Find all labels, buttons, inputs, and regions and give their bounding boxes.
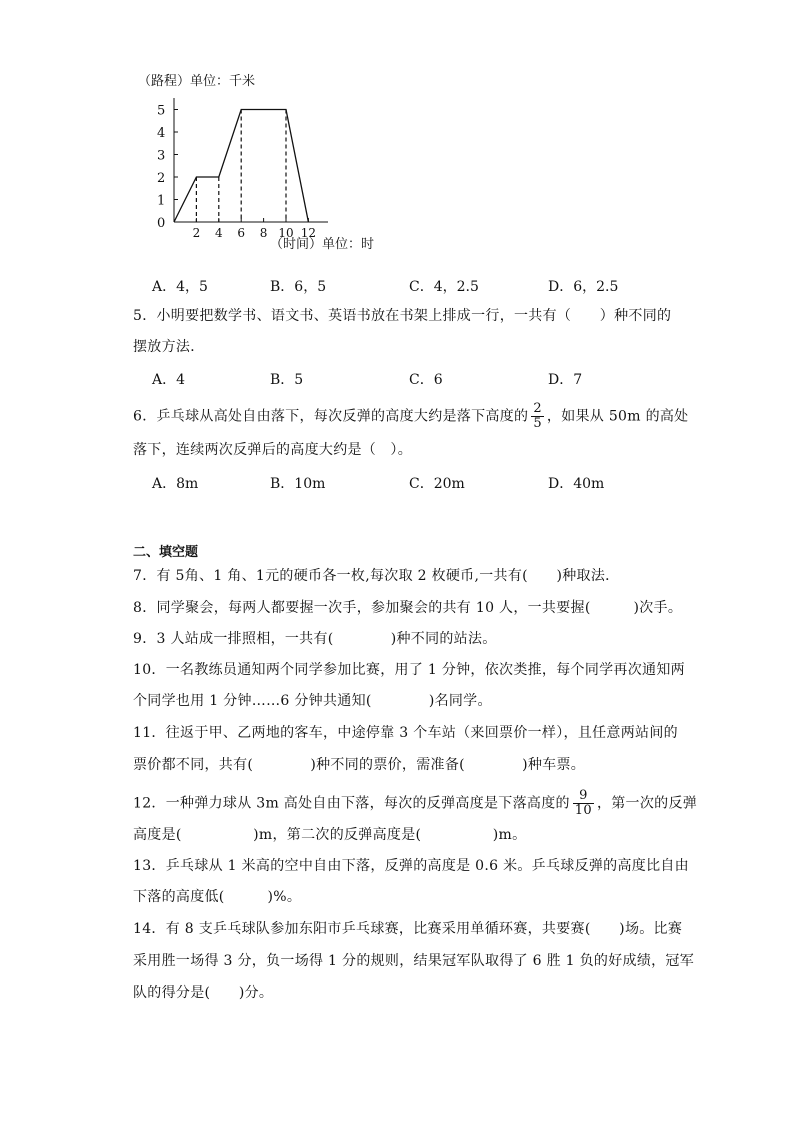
chart-xlabel: （时间）单位：时 (270, 237, 375, 252)
q12-line1-pre: 12．一种弹力球从 3m 高处自由下落，每次的反弹高度是下落高度的 (133, 795, 570, 812)
q5-option-b[interactable]: B．5 (270, 372, 304, 388)
y-tick-label: 2 (157, 171, 166, 186)
q12-frac-den: 10 (574, 803, 592, 818)
x-tick-label: 6 (237, 226, 246, 240)
q6-line1 (133, 402, 688, 431)
q6-fraction (531, 402, 544, 431)
chart-ylabel: （路程）单位：千米 (138, 74, 256, 89)
q5-option-a[interactable]: A．4 (152, 372, 186, 388)
distance-time-chart (0, 0, 794, 270)
q12-frac-num: 9 (573, 789, 594, 804)
q13-line2: 下落的高度低( )%。 (133, 889, 302, 905)
q4-option-b[interactable]: B．6，5 (270, 279, 327, 295)
q5-line2: 摆放方法． (133, 339, 205, 355)
q14-line2: 采用胜一场得 3 分，负一场得 1 分的规则，结果冠军队取得了 6 胜 1 负的好成绩，冠军 (133, 953, 695, 969)
q6-line1-post: ，如果从 50m 的高处 (546, 408, 689, 425)
y-tick-label: 5 (157, 103, 166, 119)
y-tick-label: 1 (157, 193, 166, 209)
x-tick-label: 12 (300, 226, 317, 240)
q6-option-b[interactable]: B．10m (270, 476, 326, 492)
q12-line2: 高度是( )m，第二次的反弹高度是( )m。 (133, 827, 527, 843)
section-fill-in-title: 二、填空题 (133, 545, 199, 560)
q6-line2: 落下，连续两次反弹后的高度大约是（ ）。 (133, 442, 412, 458)
y-tick-label: 0 (157, 216, 166, 231)
q14-line1: 14．有 8 支乒乓球队参加东阳市乒乓球赛，比赛采用单循环赛，共要赛( )场。比赛 (133, 921, 683, 937)
q8-text: 8．同学聚会，每两人都要握一次手，参加聚会的共有 10 人，一共要握( )次手。 (133, 600, 683, 616)
y-tick-label: 4 (157, 126, 166, 141)
x-tick-label: 10 (278, 226, 294, 240)
q11-line2: 票价都不同，共有( )种不同的票价，需准备( )种车票。 (133, 757, 586, 773)
q6-option-a[interactable]: A．8m (152, 476, 199, 492)
q6-frac-num: 2 (533, 401, 542, 416)
q5-line1: 5．小明要把数学书、语文书、英语书放在书架上排成一行，一共有（ ）种不同的 (133, 308, 672, 324)
y-tick-label: 3 (157, 148, 166, 164)
q6-option-c[interactable]: C．20m (409, 476, 465, 492)
q7-text: 7．有 5角、1 角、1元的硬币各一枚,每次取 2 枚硬币,一共有( )种取法． (133, 568, 620, 584)
q9-text: 9．3 人站成一排照相，一共有( )种不同的站法。 (133, 631, 497, 647)
q14-line3: 队的得分是( )分。 (133, 985, 274, 1001)
q5-option-d[interactable]: D．7 (548, 372, 583, 388)
q11-line1: 11．往返于甲、乙两地的客车，中途停靠 3 个车站（来回票价一样），且任意两站间的 (133, 725, 678, 741)
q4-option-c[interactable]: C．4，2.5 (409, 279, 479, 295)
x-tick-label: 4 (214, 226, 223, 240)
q4-option-a[interactable]: A．4，5 (152, 279, 208, 295)
q10-line2: 个同学也用 1 分钟……6 分钟共通知( )名同学。 (133, 693, 492, 709)
x-tick-label: 8 (259, 226, 268, 240)
q5-option-c[interactable]: C．6 (409, 372, 443, 388)
x-tick-label: 2 (192, 226, 201, 240)
q13-line1: 13．乒乓球从 1 米高的空中自由下落，反弹的高度是 0.6 米。乒乓球反弹的高度比自由 (133, 858, 689, 874)
q6-option-d[interactable]: D．40m (548, 476, 605, 492)
q12-line1-post: ，第一次的反弹 (596, 795, 698, 812)
q6-frac-den: 5 (533, 416, 542, 431)
q4-option-d[interactable]: D．6，2.5 (548, 279, 619, 295)
q10-line1: 10．一名教练员通知两个同学参加比赛，用了 1 分钟，依次类推，每个同学再次通知两 (133, 662, 685, 678)
q12-line1 (133, 789, 697, 818)
q12-fraction (573, 789, 594, 818)
q6-line1-pre: 6．乒乓球从高处自由落下，每次反弹的高度大约是落下高度的 (133, 408, 529, 425)
